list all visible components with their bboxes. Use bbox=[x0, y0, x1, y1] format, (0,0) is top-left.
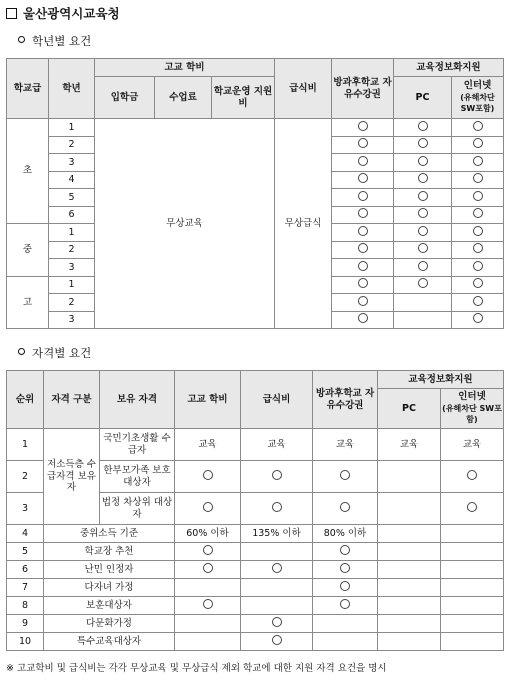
grade-cell: 3 bbox=[49, 259, 95, 277]
header-internet-note: (유해차단 SW포함) bbox=[460, 92, 495, 114]
circle-mark-icon bbox=[473, 121, 483, 131]
afterschool-cell bbox=[313, 633, 378, 651]
circle-mark-icon bbox=[473, 138, 483, 148]
tuition-cell: 교육 bbox=[175, 429, 241, 461]
header-tuition: 고교 학비 bbox=[175, 371, 241, 429]
header-pc: PC bbox=[394, 77, 452, 119]
pc-cell bbox=[394, 294, 452, 312]
pc-cell bbox=[378, 525, 441, 543]
afterschool-cell bbox=[313, 615, 378, 633]
pc-cell bbox=[394, 206, 452, 224]
circle-mark-icon bbox=[340, 545, 350, 555]
circle-mark-icon bbox=[473, 313, 483, 323]
qualification-cell: 국민기초생활 수급자 bbox=[100, 429, 175, 461]
pc-cell bbox=[378, 461, 441, 493]
header-grade: 학년 bbox=[49, 59, 95, 119]
circle-mark-icon bbox=[418, 208, 428, 218]
circle-mark-icon bbox=[340, 470, 350, 480]
qualification-cell: 중위소득 기준 bbox=[44, 525, 175, 543]
circle-mark-icon bbox=[272, 502, 282, 512]
header-pc: PC bbox=[378, 389, 441, 429]
afterschool-cell bbox=[332, 136, 394, 154]
afterschool-cell bbox=[332, 189, 394, 207]
rank-cell: 2 bbox=[7, 461, 44, 493]
footnote: ※ 고교학비 및 급식비는 각각 무상교육 및 무상급식 제외 학교에 대한 지원 자격 요건을 명시 bbox=[6, 663, 387, 674]
header-class-fee: 수업료 bbox=[155, 77, 212, 119]
circle-mark-icon bbox=[272, 617, 282, 627]
afterschool-cell bbox=[332, 241, 394, 259]
circle-mark-icon bbox=[473, 261, 483, 271]
header-meal: 급식비 bbox=[241, 371, 313, 429]
circle-mark-icon bbox=[467, 502, 477, 512]
internet-cell bbox=[441, 525, 504, 543]
internet-cell bbox=[441, 543, 504, 561]
grade-cell: 3 bbox=[49, 311, 95, 329]
afterschool-cell bbox=[332, 171, 394, 189]
grade-cell: 4 bbox=[49, 171, 95, 189]
circle-mark-icon bbox=[203, 545, 213, 555]
free-education-cell: 무상교육 bbox=[95, 119, 275, 329]
circle-mark-icon bbox=[418, 226, 428, 236]
header-internet-label: 인터넷 bbox=[463, 80, 492, 92]
internet-cell bbox=[441, 597, 504, 615]
header-school-level: 학교급 bbox=[7, 59, 49, 119]
grade-cell: 1 bbox=[49, 276, 95, 294]
pc-cell bbox=[378, 561, 441, 579]
header-internet bbox=[441, 389, 504, 429]
circle-mark-icon bbox=[473, 191, 483, 201]
rank-cell: 4 bbox=[7, 525, 44, 543]
pc-cell bbox=[394, 154, 452, 172]
meal-cell bbox=[241, 615, 313, 633]
header-meal: 급식비 bbox=[275, 59, 332, 119]
internet-cell bbox=[452, 206, 504, 224]
meal-cell bbox=[241, 579, 313, 597]
school-level-cell: 초 bbox=[7, 119, 49, 224]
grade-cell: 6 bbox=[49, 206, 95, 224]
section1-heading-text: 학년별 요건 bbox=[32, 34, 92, 48]
internet-cell bbox=[452, 119, 504, 137]
low-income-group-cell: 저소득층 수급자격 보유자 bbox=[44, 429, 100, 525]
circle-mark-icon bbox=[358, 296, 368, 306]
header-qualification: 보유 자격 bbox=[100, 371, 175, 429]
tuition-cell bbox=[175, 461, 241, 493]
pc-cell bbox=[394, 224, 452, 242]
circle-mark-icon bbox=[203, 563, 213, 573]
circle-mark-icon bbox=[203, 599, 213, 609]
pc-cell bbox=[394, 241, 452, 259]
header-tuition-group: 고교 학비 bbox=[95, 59, 275, 77]
header-operation-support: 학교운영 지원비 bbox=[212, 77, 275, 119]
pc-cell bbox=[394, 189, 452, 207]
table-row bbox=[7, 561, 504, 579]
header-info-group: 교육정보화지원 bbox=[394, 59, 504, 77]
meal-cell: 135% 이하 bbox=[241, 525, 313, 543]
circle-mark-icon bbox=[272, 635, 282, 645]
free-meal-cell: 무상급식 bbox=[275, 119, 332, 329]
page-title bbox=[6, 4, 120, 22]
meal-cell: 교육 bbox=[241, 429, 313, 461]
header-afterschool: 방과후학교 자유수강권 bbox=[313, 371, 378, 429]
pc-cell bbox=[394, 171, 452, 189]
circle-mark-icon bbox=[358, 156, 368, 166]
afterschool-cell: 80% 이하 bbox=[313, 525, 378, 543]
circle-mark-icon bbox=[358, 261, 368, 271]
circle-mark-icon bbox=[418, 278, 428, 288]
rank-cell: 10 bbox=[7, 633, 44, 651]
section2-heading-text: 자격별 요건 bbox=[32, 346, 92, 360]
table-row bbox=[7, 597, 504, 615]
circle-mark-icon bbox=[340, 581, 350, 591]
meal-cell bbox=[241, 633, 313, 651]
table-row bbox=[7, 633, 504, 651]
header-internet-note: (유해차단 SW포함) bbox=[442, 403, 502, 425]
header-internet bbox=[452, 77, 504, 119]
meal-cell bbox=[241, 461, 313, 493]
internet-cell bbox=[452, 276, 504, 294]
afterschool-cell bbox=[313, 597, 378, 615]
rank-cell: 9 bbox=[7, 615, 44, 633]
grade-requirements-table bbox=[6, 58, 504, 329]
tuition-cell bbox=[175, 615, 241, 633]
header-rank: 순위 bbox=[7, 371, 44, 429]
rank-cell: 1 bbox=[7, 429, 44, 461]
rank-cell: 6 bbox=[7, 561, 44, 579]
meal-cell bbox=[241, 597, 313, 615]
school-level-cell: 고 bbox=[7, 276, 49, 329]
grade-cell: 2 bbox=[49, 136, 95, 154]
rank-cell: 5 bbox=[7, 543, 44, 561]
header-info-group: 교육정보화지원 bbox=[378, 371, 504, 389]
afterschool-cell bbox=[313, 461, 378, 493]
internet-cell bbox=[452, 189, 504, 207]
grade-cell: 3 bbox=[49, 154, 95, 172]
pc-cell bbox=[378, 633, 441, 651]
circle-mark-icon bbox=[418, 121, 428, 131]
circle-mark-icon bbox=[418, 261, 428, 271]
circle-mark-icon bbox=[272, 563, 282, 573]
qualification-cell: 한부모가족 보호대상자 bbox=[100, 461, 175, 493]
tuition-cell: 60% 이하 bbox=[175, 525, 241, 543]
table-row bbox=[7, 543, 504, 561]
circle-mark-icon bbox=[358, 208, 368, 218]
circle-mark-icon bbox=[418, 191, 428, 201]
internet-cell bbox=[452, 241, 504, 259]
rank-cell: 7 bbox=[7, 579, 44, 597]
internet-cell bbox=[452, 311, 504, 329]
tuition-cell bbox=[175, 543, 241, 561]
circle-mark-icon bbox=[340, 563, 350, 573]
qualification-cell: 특수교육대상자 bbox=[44, 633, 175, 651]
afterschool-cell bbox=[313, 543, 378, 561]
grade-cell: 1 bbox=[49, 119, 95, 137]
internet-cell bbox=[452, 136, 504, 154]
circle-mark-icon bbox=[358, 121, 368, 131]
circle-mark-icon bbox=[418, 156, 428, 166]
pc-cell bbox=[378, 579, 441, 597]
pc-cell: 교육 bbox=[378, 429, 441, 461]
internet-cell bbox=[441, 579, 504, 597]
table-row bbox=[7, 429, 504, 461]
bullet-circle-icon bbox=[18, 348, 25, 355]
qualification-cell: 다문화가정 bbox=[44, 615, 175, 633]
pc-cell bbox=[394, 259, 452, 277]
internet-cell: 교육 bbox=[441, 429, 504, 461]
circle-mark-icon bbox=[340, 502, 350, 512]
circle-mark-icon bbox=[358, 278, 368, 288]
header-admission: 입학금 bbox=[95, 77, 155, 119]
afterschool-cell bbox=[332, 259, 394, 277]
afterschool-cell bbox=[332, 119, 394, 137]
pc-cell bbox=[378, 597, 441, 615]
circle-mark-icon bbox=[358, 243, 368, 253]
table-row bbox=[7, 615, 504, 633]
afterschool-cell bbox=[313, 579, 378, 597]
circle-mark-icon bbox=[358, 313, 368, 323]
checkbox-square-icon bbox=[6, 8, 17, 19]
pc-cell bbox=[394, 119, 452, 137]
circle-mark-icon bbox=[203, 502, 213, 512]
pc-cell bbox=[394, 311, 452, 329]
circle-mark-icon bbox=[473, 156, 483, 166]
meal-cell bbox=[241, 493, 313, 525]
pc-cell bbox=[394, 136, 452, 154]
header-afterschool: 방과후학교 자유수강권 bbox=[332, 59, 394, 119]
internet-cell bbox=[452, 171, 504, 189]
afterschool-cell bbox=[313, 561, 378, 579]
tuition-cell bbox=[175, 561, 241, 579]
pc-cell bbox=[378, 493, 441, 525]
internet-cell bbox=[441, 493, 504, 525]
qualification-cell: 난민 인정자 bbox=[44, 561, 175, 579]
qualification-cell: 법정 차상위 대상자 bbox=[100, 493, 175, 525]
internet-cell bbox=[441, 561, 504, 579]
internet-cell bbox=[452, 259, 504, 277]
grade-cell: 5 bbox=[49, 189, 95, 207]
circle-mark-icon bbox=[418, 243, 428, 253]
circle-mark-icon bbox=[467, 470, 477, 480]
grade-cell: 1 bbox=[49, 224, 95, 242]
circle-mark-icon bbox=[418, 173, 428, 183]
circle-mark-icon bbox=[473, 243, 483, 253]
rank-cell: 3 bbox=[7, 493, 44, 525]
bullet-circle-icon bbox=[18, 36, 25, 43]
table-row bbox=[7, 119, 504, 137]
circle-mark-icon bbox=[473, 173, 483, 183]
circle-mark-icon bbox=[358, 173, 368, 183]
pc-cell bbox=[378, 615, 441, 633]
meal-cell bbox=[241, 561, 313, 579]
rank-cell: 8 bbox=[7, 597, 44, 615]
internet-cell bbox=[441, 461, 504, 493]
circle-mark-icon bbox=[340, 599, 350, 609]
pc-cell bbox=[378, 543, 441, 561]
pc-cell bbox=[394, 276, 452, 294]
tuition-cell bbox=[175, 597, 241, 615]
table-row bbox=[7, 525, 504, 543]
tuition-cell bbox=[175, 493, 241, 525]
internet-cell bbox=[452, 294, 504, 312]
internet-cell bbox=[441, 615, 504, 633]
internet-cell bbox=[452, 154, 504, 172]
circle-mark-icon bbox=[358, 226, 368, 236]
circle-mark-icon bbox=[358, 191, 368, 201]
qualification-cell: 보훈대상자 bbox=[44, 597, 175, 615]
grade-cell: 2 bbox=[49, 294, 95, 312]
afterschool-cell bbox=[332, 276, 394, 294]
circle-mark-icon bbox=[473, 296, 483, 306]
qualification-cell: 다자녀 가정 bbox=[44, 579, 175, 597]
meal-cell bbox=[241, 543, 313, 561]
page-title-text: 울산광역시교육청 bbox=[23, 6, 120, 21]
header-internet-label: 인터넷 bbox=[458, 391, 486, 403]
qualification-requirements-table bbox=[6, 370, 504, 651]
afterschool-cell bbox=[313, 493, 378, 525]
afterschool-cell bbox=[332, 154, 394, 172]
tuition-cell bbox=[175, 579, 241, 597]
circle-mark-icon bbox=[418, 138, 428, 148]
circle-mark-icon bbox=[473, 208, 483, 218]
circle-mark-icon bbox=[358, 138, 368, 148]
afterschool-cell bbox=[332, 224, 394, 242]
afterschool-cell: 교육 bbox=[313, 429, 378, 461]
circle-mark-icon bbox=[272, 470, 282, 480]
circle-mark-icon bbox=[473, 278, 483, 288]
qualification-cell: 학교장 추천 bbox=[44, 543, 175, 561]
internet-cell bbox=[452, 224, 504, 242]
afterschool-cell bbox=[332, 206, 394, 224]
circle-mark-icon bbox=[473, 226, 483, 236]
internet-cell bbox=[441, 633, 504, 651]
grade-cell: 2 bbox=[49, 241, 95, 259]
section2-heading bbox=[18, 345, 91, 361]
header-category: 자격 구분 bbox=[44, 371, 100, 429]
school-level-cell: 중 bbox=[7, 224, 49, 277]
circle-mark-icon bbox=[203, 470, 213, 480]
afterschool-cell bbox=[332, 311, 394, 329]
table-row bbox=[7, 579, 504, 597]
section1-heading bbox=[18, 33, 91, 49]
afterschool-cell bbox=[332, 294, 394, 312]
tuition-cell bbox=[175, 633, 241, 651]
